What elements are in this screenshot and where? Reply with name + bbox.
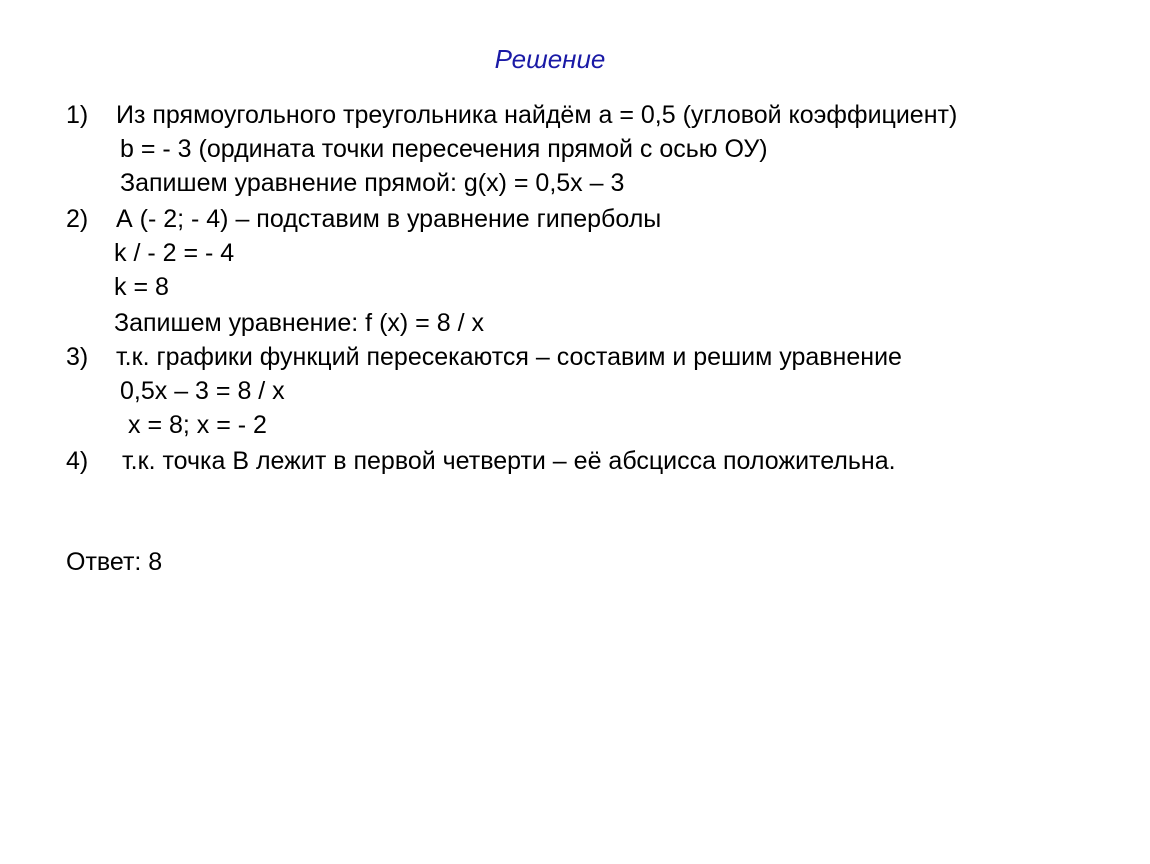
item-line: Запишем уравнение прямой: g(x) = 0,5x – 3 [120, 169, 625, 197]
item-number: 2) [66, 205, 89, 233]
item-line: b = - 3 (ордината точки пересечения прямой с осью ОУ) [120, 135, 768, 163]
item-line: т.к. точка В лежит в первой четверти – её абсцисса положительна. [122, 447, 896, 475]
item-line: А (- 2; - 4) – подставим в уравнение гиперболы [116, 205, 662, 233]
item-line: x = 8; x = - 2 [128, 411, 267, 439]
item-line: k / - 2 = - 4 [114, 239, 235, 267]
item-line: Из прямоугольного треугольника найдём a = 0,5 (угловой коэффициент) [116, 101, 958, 129]
answer: Ответ: 8 [66, 548, 163, 576]
item-line: т.к. графики функций пересекаются – составим и решим уравнение [116, 343, 902, 371]
item-number: 3) [66, 343, 89, 371]
item-line: 0,5x – 3 = 8 / x [120, 377, 285, 405]
item-number: 1) [66, 101, 89, 129]
item-line: k = 8 [114, 273, 169, 301]
page-title: Решение [494, 44, 606, 74]
item-line: Запишем уравнение: f (x) = 8 / x [114, 309, 484, 337]
item-number: 4) [66, 447, 89, 475]
